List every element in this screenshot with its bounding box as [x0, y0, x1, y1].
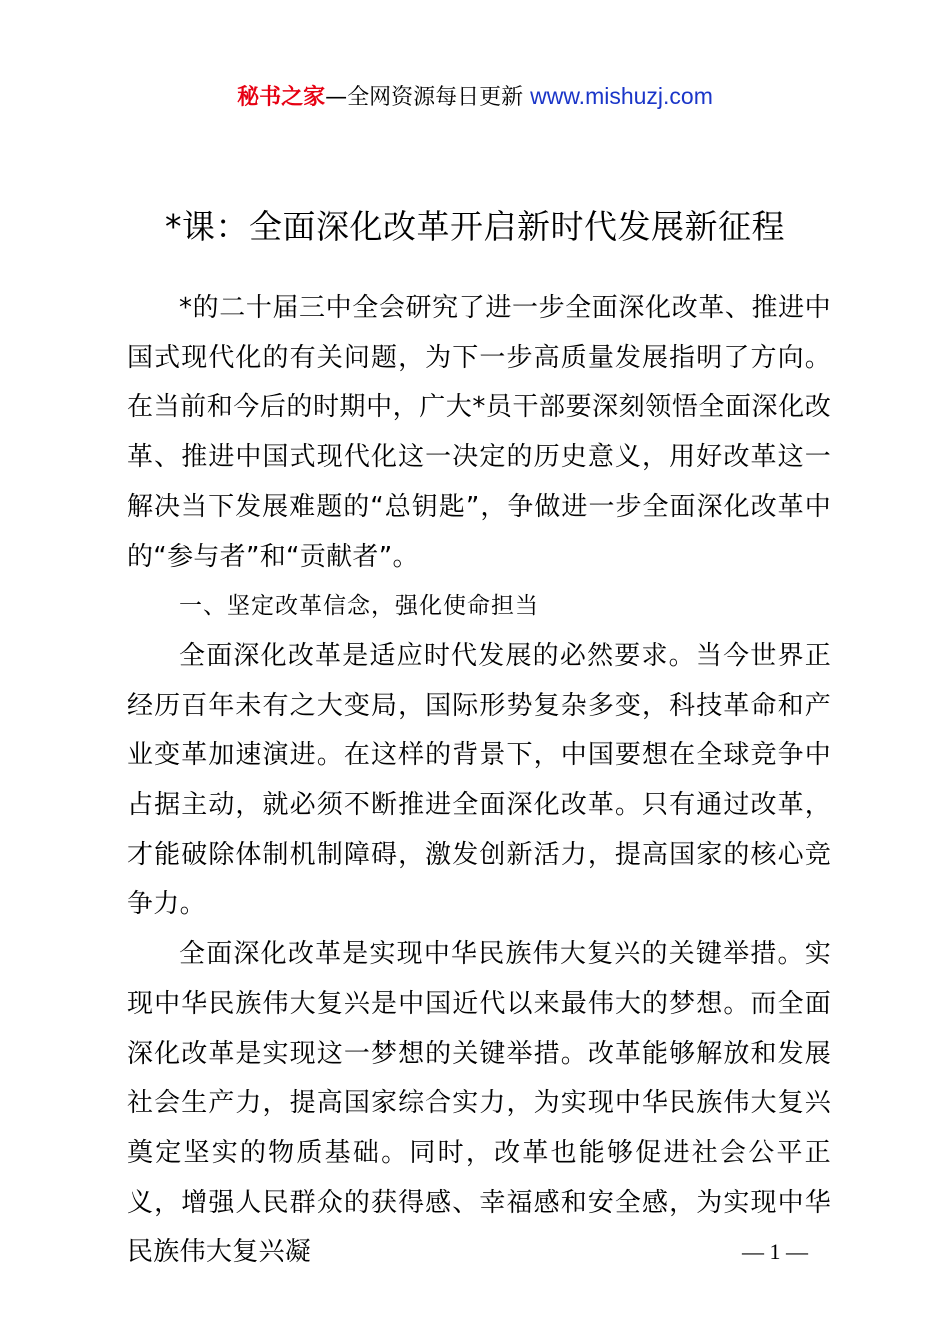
site-url-link[interactable]: www.mishuzj.com: [530, 83, 713, 109]
brand-name: 秘书之家: [237, 85, 326, 110]
document-body: [127, 284, 831, 1278]
paragraph-rejuvenation: 全面深化改革是实现中华民族伟大复兴的关键举措。实现中华民族伟大复兴是中国近代以来最伟大的梦想。而全面深化改革是实现这一梦想的关键举措。改革能够解放和发展社会生产力，提高国家综合实力，为实现中华民族伟大复兴奠定坚实的物质基础。同时，改革也能够促进社会公平正义，增强人民群众的获得感、幸福感和安全感，为实现中华民族伟大复兴凝: [127, 939, 831, 1268]
page-number: — 1 —: [742, 1239, 808, 1264]
paragraph-times: 全面深化改革是适应时代发展的必然要求。当今世界正经历百年未有之大变局，国际形势复杂多变，科技革命和产业变革加速演进。在这样的背景下，中国要想在全球竞争中占据主动，就必须不断推进全面深化改革。只有通过改革，才能破除体制机制障碍，激发创新活力，提高国家的核心竞争力。: [127, 640, 831, 920]
document-title: *课：全面深化改革开启新时代发展新征程: [165, 207, 785, 247]
header-tagline: —全网资源每日更新: [325, 85, 524, 110]
site-header: [0, 80, 950, 114]
paragraph-intro: *的二十届三中全会研究了进一步全面深化改革、推进中国式现代化的有关问题，为下一步高质量发展指明了方向。在当前和今后的时期中，广大*员干部要深刻领悟全面深化改革、推进中国式现代化这一决定的历史意义，用好改革这一解决当下发展难题的“总钥匙”，争做进一步全面深化改革中的“参与者”和“贡献者”。: [127, 293, 831, 572]
section-heading-1: 一、坚定改革信念，强化使命担当: [179, 593, 539, 620]
